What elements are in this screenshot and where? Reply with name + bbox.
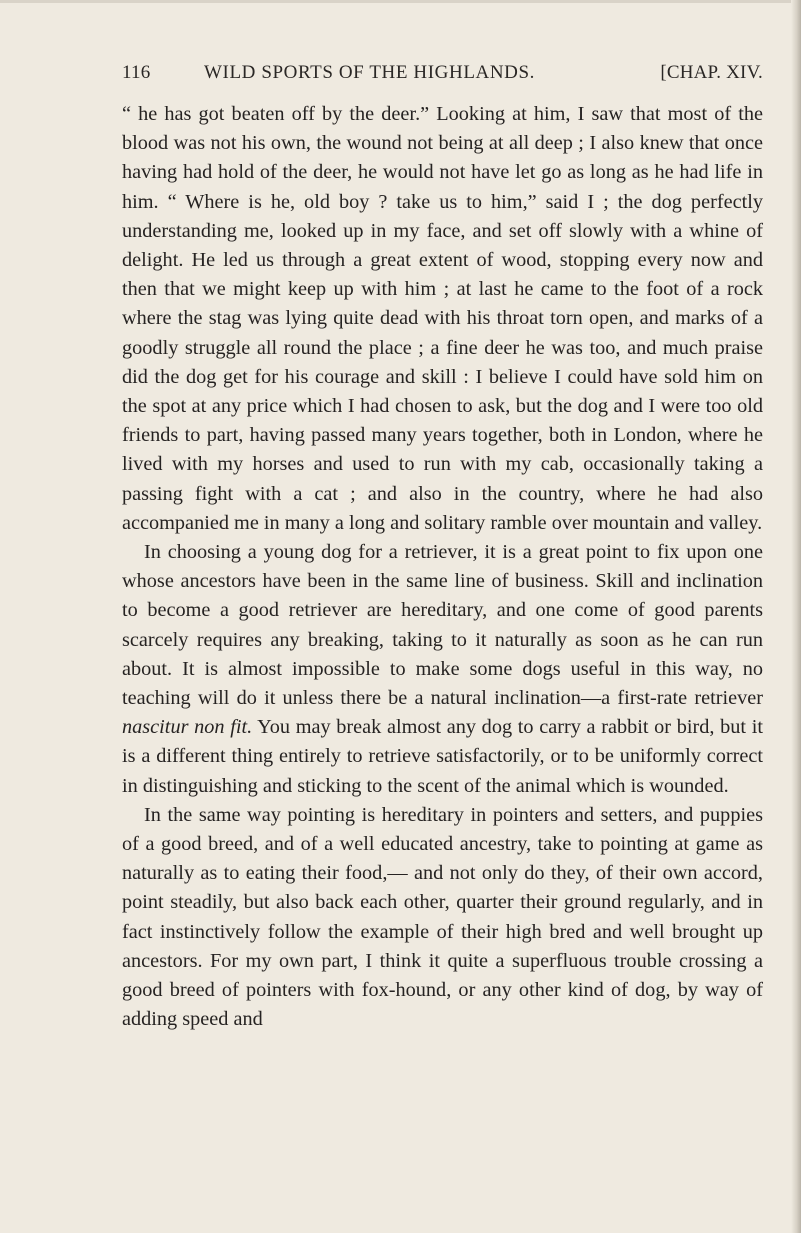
body-text bbox=[122, 100, 763, 1035]
paragraph-text: In choosing a young dog for a retriever, it is a great point to fix upon one whose ancestors have been in the same line of business. Skill and inclination to become a good retriever are hereditary, and one come of good parents scarcely requires any breaking, taking to it naturally as soon as he can run about. It is almost impossible to make some dogs useful in this way, no teaching will do it unless there be a natural inclination—a first-rate retriever bbox=[122, 541, 763, 710]
latin-phrase: nascitur non fit. bbox=[122, 716, 253, 739]
paragraph-retriever bbox=[122, 538, 763, 801]
scan-top-edge bbox=[0, 0, 801, 3]
running-title: WILD SPORTS OF THE HIGHLANDS. bbox=[204, 62, 536, 83]
paragraph-text: You may break almost any dog to carry a rabbit or bird, but it is a different thing entirely to retrieve satisfactorily, or to be uniformly correct in distinguishing and sticking to the scent of the animal which is wounded. bbox=[122, 716, 763, 797]
page-number: 116 bbox=[122, 62, 151, 83]
chapter-marker: [CHAP. XIV. bbox=[660, 62, 763, 83]
paragraph-continuation: “ he has got beaten off by the deer.” Looking at him, I saw that most of the blood was not his own, the wound not being at all deep ; I also knew that once having had hold of the deer, he would not have let go as long as he had life in him. “ Where is he, old boy ? take us to him,” said I ; the dog perfectly understanding me, looked up in my face, and set off slowly with a whine of delight. He led us through a great extent of wood, stopping every now and then that we might keep up with him ; at last he came to the foot of a rock where the stag was lying quite dead with his throat torn open, and marks of a goodly struggle all round the place ; a fine deer he was too, and much praise did the dog get for his courage and skill : I believe I could have sold him on the spot at any price which I had chosen to ask, but the dog and I were too old friends to part, having passed many years together, both in London, where he lived with my horses and used to run with my cab, occasionally taking a passing fight with a cat ; and also in the country, where he had also accompanied me in many a long and solitary ramble over mountain and valley. bbox=[122, 103, 763, 534]
page-right-edge-shadow bbox=[791, 0, 801, 1233]
running-header bbox=[122, 62, 763, 92]
paragraph-pointers: In the same way pointing is hereditary in pointers and setters, and puppies of a good breed, and of a well educated ancestry, take to pointing at game as naturally as to eating their food,— and not only do they, of their own accord, point steadily, but also back each other, quarter their ground regularly, and in fact instinctively follow the example of their high bred and well brought up ancestors. For my own part, I think it quite a superfluous trouble crossing a good breed of pointers with fox-hound, or any other kind of dog, by way of adding speed and bbox=[122, 803, 763, 1031]
